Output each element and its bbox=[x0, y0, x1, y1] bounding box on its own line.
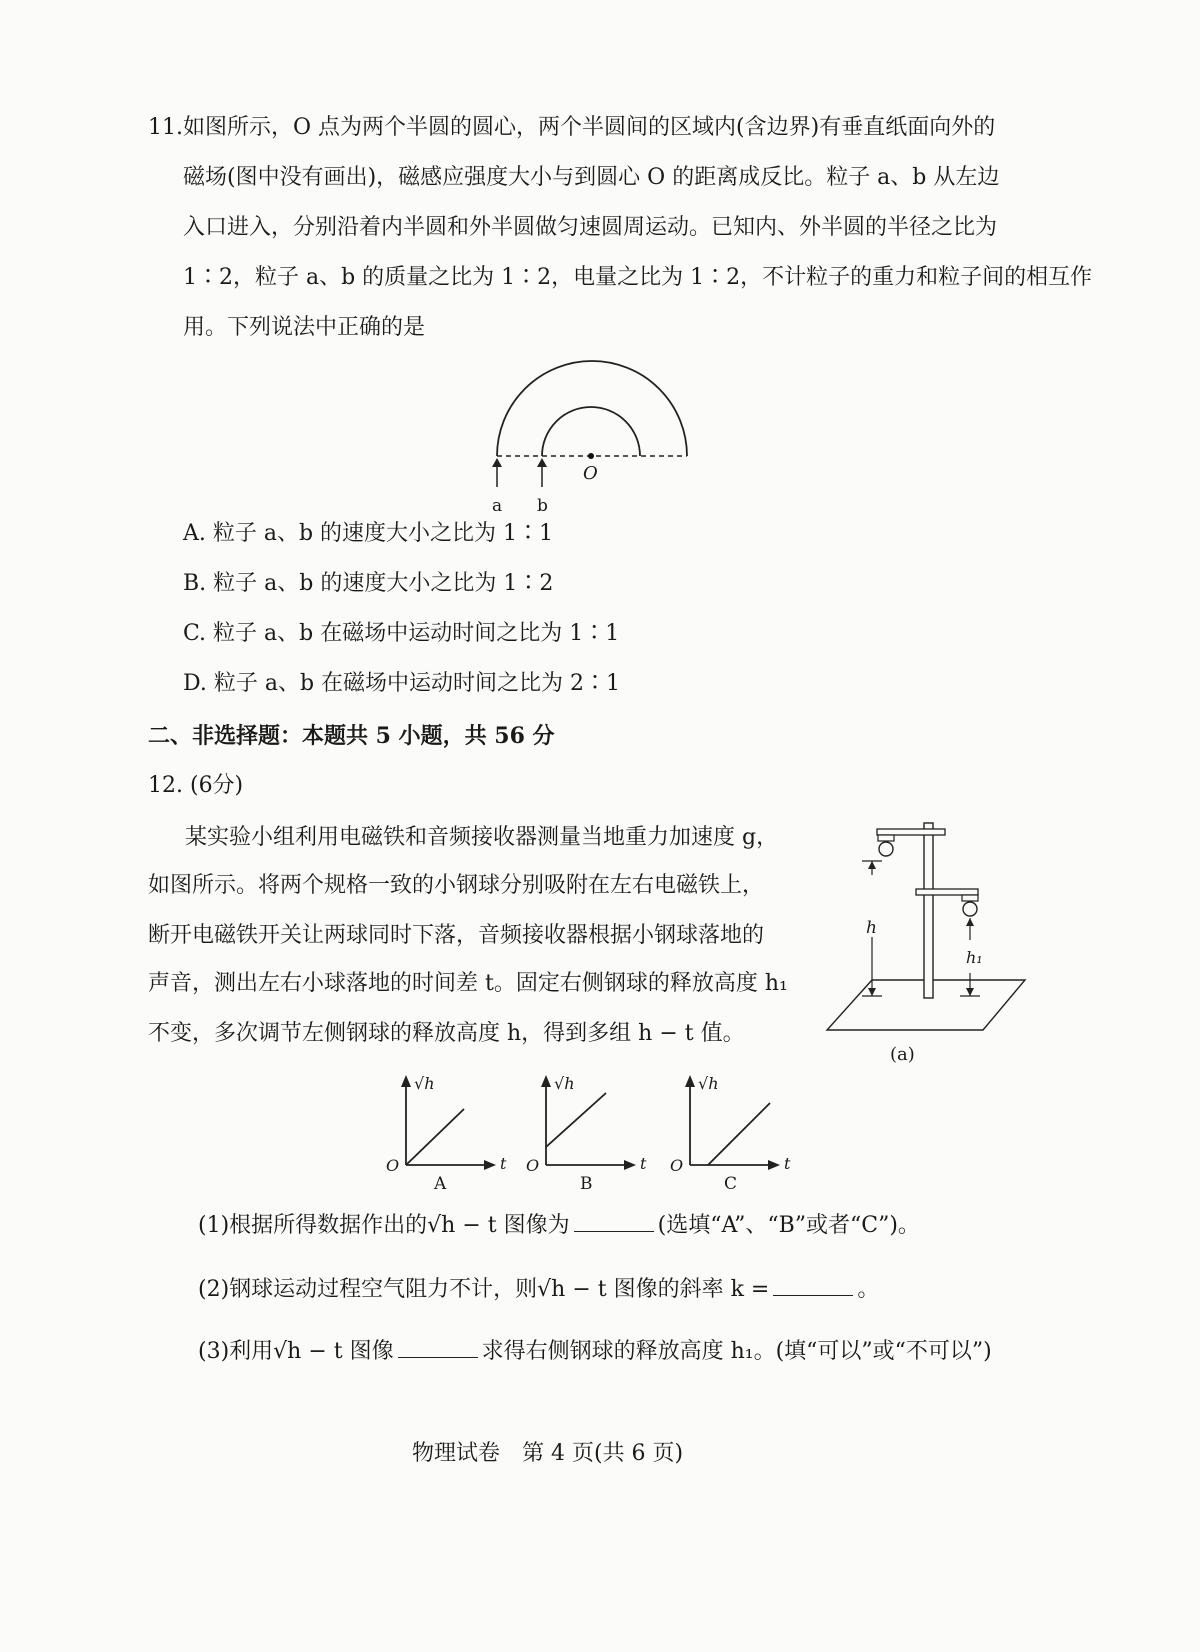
center-label: O bbox=[583, 463, 598, 484]
graph-c-ylabel: √h bbox=[698, 1074, 719, 1093]
arrow-a-head bbox=[492, 458, 502, 467]
graph-a bbox=[386, 1074, 507, 1194]
graph-b-line bbox=[546, 1093, 606, 1147]
graph-options bbox=[380, 1065, 820, 1200]
graph-c-caption: C bbox=[724, 1174, 738, 1194]
graph-b-xlabel: t bbox=[640, 1154, 647, 1173]
upper-electromagnet bbox=[878, 835, 894, 841]
inner-semicircle bbox=[542, 407, 640, 456]
label-b: b bbox=[537, 496, 548, 516]
center-point bbox=[588, 453, 594, 459]
graph-c-line bbox=[708, 1103, 770, 1165]
q12-sub1-answer-blank[interactable] bbox=[574, 1211, 654, 1232]
graph-b-ylabel: √h bbox=[554, 1074, 575, 1093]
graph-a-xlabel: t bbox=[500, 1154, 507, 1173]
q11-option-c: C. 粒子 a、b 在磁场中运动时间之比为 1∶1 bbox=[183, 621, 620, 646]
graph-a-ylabel: √h bbox=[414, 1074, 435, 1093]
graph-a-line bbox=[406, 1109, 464, 1165]
q12-sub2 bbox=[198, 1275, 879, 1305]
semicircle-figure bbox=[480, 355, 700, 520]
section2-title: 二、非选择题：本题共 5 小题，共 56 分 bbox=[148, 723, 555, 749]
page-footer: 物理试卷 第 4 页(共 6 页) bbox=[412, 1441, 684, 1466]
lower-electromagnet bbox=[962, 895, 978, 901]
graph-a-caption: A bbox=[434, 1174, 447, 1194]
q11-text-line-2: 磁场(图中没有画出)，磁感应强度大小与到圆心 O 的距离成反比。粒子 a、b 从左边 bbox=[183, 165, 1000, 190]
q12-sub1 bbox=[198, 1211, 920, 1241]
q12-header: 12. (6分) bbox=[148, 773, 244, 798]
q12-sub1-prompt: (1)根据所得数据作出的√h − t 图像为 bbox=[198, 1213, 570, 1238]
outer-semicircle bbox=[497, 361, 687, 456]
q11-option-a: A. 粒子 a、b 的速度大小之比为 1∶1 bbox=[183, 521, 554, 546]
q12-text-line-5: 不变，多次调节左侧钢球的释放高度 h，得到多组 h − t 值。 bbox=[148, 1021, 745, 1046]
apparatus-figure bbox=[820, 815, 1035, 1070]
q12-sub3-answer-blank[interactable] bbox=[398, 1337, 478, 1358]
q12-text-line-4: 声音，测出左右小球落地的时间差 t。固定右侧钢球的释放高度 h₁ bbox=[148, 971, 788, 996]
q11-text-line-5: 用。下列说法中正确的是 bbox=[183, 315, 426, 340]
q11-text-line-3: 入口进入，分别沿着内半圆和外半圆做匀速圆周运动。已知内、外半圆的半径之比为 bbox=[183, 215, 998, 240]
graph-c-origin: O bbox=[670, 1156, 684, 1175]
graph-b-caption: B bbox=[580, 1174, 593, 1194]
left-steel-ball bbox=[879, 842, 893, 856]
graph-c bbox=[670, 1074, 791, 1194]
q12-sub2-answer-blank[interactable] bbox=[773, 1275, 853, 1296]
q12-text-line-3: 断开电磁铁开关让两球同时下落，音频接收器根据小钢球落地的 bbox=[148, 923, 765, 948]
q12-sub3-prompt: (3)利用√h − t 图像 bbox=[198, 1339, 394, 1364]
upper-arm bbox=[877, 829, 945, 835]
lower-arm bbox=[916, 889, 978, 895]
q12-sub2-end: 。 bbox=[857, 1277, 880, 1302]
q11-text-line-4: 1∶2，粒子 a、b 的质量之比为 1∶2，电量之比为 1∶2，不计粒子的重力和粒子间的相互作 bbox=[183, 265, 1093, 290]
stand-pole bbox=[924, 823, 933, 998]
graph-b bbox=[526, 1074, 647, 1194]
q11-number: 11. bbox=[148, 115, 183, 140]
figure-a-caption: (a) bbox=[890, 1044, 915, 1065]
label-h: h bbox=[866, 918, 877, 938]
q11-option-d: D. 粒子 a、b 在磁场中运动时间之比为 2∶1 bbox=[183, 671, 621, 696]
label-a: a bbox=[492, 496, 503, 516]
q12-sub2-prompt: (2)钢球运动过程空气阻力不计，则√h − t 图像的斜率 k = bbox=[198, 1277, 770, 1302]
graph-b-origin: O bbox=[526, 1156, 540, 1175]
q12-sub3 bbox=[198, 1337, 992, 1367]
label-h1: h₁ bbox=[966, 948, 983, 967]
q12-text-line-2: 如图所示。将两个规格一致的小钢球分别吸附在左右电磁铁上， bbox=[148, 873, 765, 898]
q12-text-line-1: 某实验小组利用电磁铁和音频接收器测量当地重力加速度 g， bbox=[185, 825, 779, 850]
q11-option-b: B. 粒子 a、b 的速度大小之比为 1∶2 bbox=[183, 571, 554, 596]
right-steel-ball bbox=[963, 902, 977, 916]
graph-a-origin: O bbox=[386, 1156, 400, 1175]
q12-sub1-hint: (选填“A”、“B”或者“C”)。 bbox=[657, 1213, 920, 1238]
q12-sub3-hint: 求得右侧钢球的释放高度 h₁。(填“可以”或“不可以”) bbox=[481, 1339, 992, 1364]
arrow-b-head bbox=[537, 458, 547, 467]
graph-c-xlabel: t bbox=[784, 1154, 791, 1173]
q11-text-line-1: 如图所示，O 点为两个半圆的圆心，两个半圆间的区域内(含边界)有垂直纸面向外的 bbox=[183, 115, 996, 140]
